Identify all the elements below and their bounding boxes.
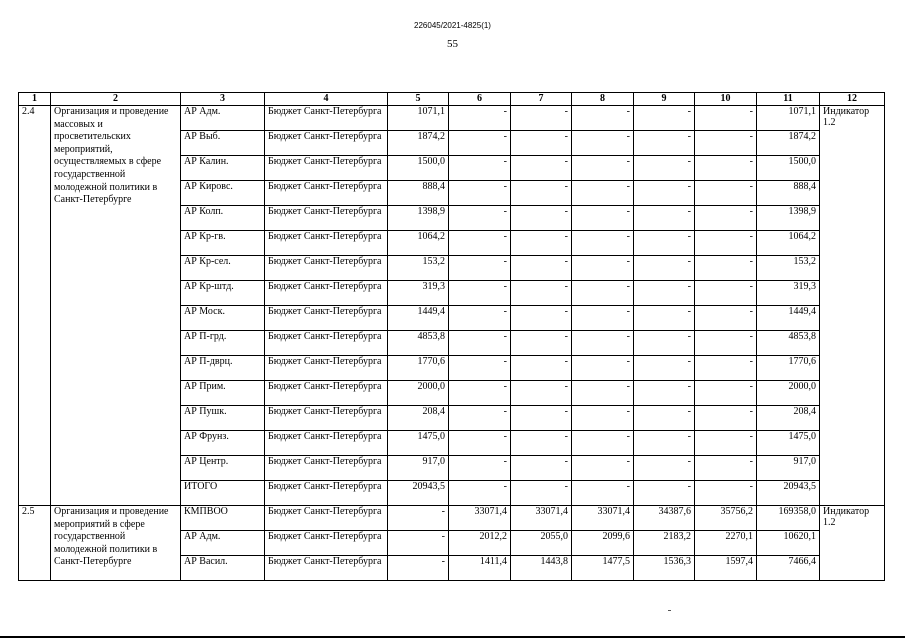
executor-cell: АР Выб.: [181, 131, 265, 156]
value-cell: -: [511, 131, 572, 156]
value-cell: 208,4: [388, 406, 449, 431]
value-cell: -: [572, 231, 634, 256]
value-cell: -: [572, 156, 634, 181]
value-cell: 208,4: [757, 406, 820, 431]
value-cell: -: [634, 381, 695, 406]
executor-cell: АР Васил.: [181, 556, 265, 581]
value-cell: 888,4: [388, 181, 449, 206]
value-cell: -: [634, 156, 695, 181]
funding-source-cell: Бюджет Санкт-Петербурга: [265, 156, 388, 181]
value-cell: -: [449, 281, 511, 306]
value-cell: -: [634, 231, 695, 256]
value-cell: -: [572, 281, 634, 306]
value-cell: 917,0: [388, 456, 449, 481]
value-cell: -: [511, 406, 572, 431]
executor-cell: АР Калин.: [181, 156, 265, 181]
executor-cell: АР П-дврц.: [181, 356, 265, 381]
section-number: 2.4: [19, 106, 51, 506]
table-row: [19, 106, 885, 131]
value-cell: -: [511, 456, 572, 481]
value-cell: -: [511, 156, 572, 181]
value-cell: -: [695, 131, 757, 156]
value-cell: 20943,5: [757, 481, 820, 506]
value-cell: 1500,0: [388, 156, 449, 181]
value-cell: -: [449, 181, 511, 206]
value-cell: -: [511, 381, 572, 406]
value-cell: 1475,0: [757, 431, 820, 456]
value-cell: 33071,4: [511, 506, 572, 531]
budget-table: [18, 92, 885, 581]
value-cell: 1411,4: [449, 556, 511, 581]
value-cell: -: [449, 106, 511, 131]
executor-cell: АР Кр-штд.: [181, 281, 265, 306]
value-cell: -: [449, 131, 511, 156]
value-cell: 4853,8: [757, 331, 820, 356]
value-cell: 1449,4: [757, 306, 820, 331]
value-cell: -: [511, 106, 572, 131]
value-cell: 1597,4: [695, 556, 757, 581]
value-cell: -: [449, 431, 511, 456]
value-cell: -: [634, 256, 695, 281]
executor-cell: АР Фрунз.: [181, 431, 265, 456]
value-cell: -: [695, 206, 757, 231]
value-cell: -: [511, 281, 572, 306]
executor-cell: АР П-грд.: [181, 331, 265, 356]
value-cell: -: [511, 431, 572, 456]
value-cell: -: [634, 206, 695, 231]
activity-name: Организация и проведение массовых и просветительских мероприятий, осуществляемых в сфере государственной молодежной политики в Санкт-Петербурге: [51, 106, 181, 506]
value-cell: 33071,4: [572, 506, 634, 531]
value-cell: -: [695, 406, 757, 431]
value-cell: 319,3: [388, 281, 449, 306]
value-cell: -: [634, 356, 695, 381]
value-cell: 35756,2: [695, 506, 757, 531]
funding-source-cell: Бюджет Санкт-Петербурга: [265, 306, 388, 331]
value-cell: -: [572, 306, 634, 331]
funding-source-cell: Бюджет Санкт-Петербурга: [265, 106, 388, 131]
value-cell: -: [634, 331, 695, 356]
value-cell: 1064,2: [757, 231, 820, 256]
executor-cell: АР Центр.: [181, 456, 265, 481]
executor-cell: АР Кировс.: [181, 181, 265, 206]
col-header: 3: [181, 93, 265, 106]
value-cell: 2055,0: [511, 531, 572, 556]
value-cell: -: [695, 281, 757, 306]
funding-source-cell: Бюджет Санкт-Петербурга: [265, 531, 388, 556]
value-cell: -: [572, 356, 634, 381]
value-cell: 1398,9: [757, 206, 820, 231]
section-number: 2.5: [19, 506, 51, 581]
value-cell: 1874,2: [757, 131, 820, 156]
value-cell: -: [695, 481, 757, 506]
header-row: [19, 93, 885, 106]
value-cell: -: [695, 306, 757, 331]
value-cell: -: [572, 206, 634, 231]
value-cell: -: [634, 181, 695, 206]
value-cell: -: [449, 456, 511, 481]
value-cell: -: [695, 256, 757, 281]
value-cell: -: [388, 556, 449, 581]
funding-source-cell: Бюджет Санкт-Петербурга: [265, 556, 388, 581]
value-cell: -: [572, 456, 634, 481]
funding-source-cell: Бюджет Санкт-Петербурга: [265, 206, 388, 231]
value-cell: -: [572, 181, 634, 206]
page-number: 55: [447, 38, 458, 50]
funding-source-cell: Бюджет Санкт-Петербурга: [265, 506, 388, 531]
value-cell: 20943,5: [388, 481, 449, 506]
value-cell: -: [572, 481, 634, 506]
indicator-cell: Индикатор 1.2: [820, 106, 885, 506]
funding-source-cell: Бюджет Санкт-Петербурга: [265, 481, 388, 506]
funding-source-cell: Бюджет Санкт-Петербурга: [265, 381, 388, 406]
value-cell: -: [449, 256, 511, 281]
col-header: 12: [820, 93, 885, 106]
col-header: 8: [572, 93, 634, 106]
value-cell: 153,2: [388, 256, 449, 281]
value-cell: 153,2: [757, 256, 820, 281]
value-cell: -: [511, 231, 572, 256]
value-cell: -: [695, 356, 757, 381]
funding-source-cell: Бюджет Санкт-Петербурга: [265, 281, 388, 306]
funding-source-cell: Бюджет Санкт-Петербурга: [265, 431, 388, 456]
funding-source-cell: Бюджет Санкт-Петербурга: [265, 456, 388, 481]
executor-cell: АР Адм.: [181, 106, 265, 131]
value-cell: -: [695, 381, 757, 406]
value-cell: -: [511, 206, 572, 231]
value-cell: -: [449, 331, 511, 356]
value-cell: -: [572, 406, 634, 431]
value-cell: -: [695, 431, 757, 456]
executor-cell: КМПВОО: [181, 506, 265, 531]
value-cell: 888,4: [757, 181, 820, 206]
value-cell: -: [634, 406, 695, 431]
executor-cell: АР Адм.: [181, 531, 265, 556]
funding-source-cell: Бюджет Санкт-Петербурга: [265, 231, 388, 256]
value-cell: 1449,4: [388, 306, 449, 331]
value-cell: 7466,4: [757, 556, 820, 581]
value-cell: -: [695, 156, 757, 181]
value-cell: -: [695, 456, 757, 481]
value-cell: -: [449, 381, 511, 406]
value-cell: -: [634, 131, 695, 156]
value-cell: -: [695, 181, 757, 206]
funding-source-cell: Бюджет Санкт-Петербурга: [265, 256, 388, 281]
value-cell: 319,3: [757, 281, 820, 306]
value-cell: -: [695, 106, 757, 131]
value-cell: 2000,0: [388, 381, 449, 406]
value-cell: -: [572, 381, 634, 406]
value-cell: -: [634, 481, 695, 506]
value-cell: -: [511, 256, 572, 281]
value-cell: 917,0: [757, 456, 820, 481]
col-header: 9: [634, 93, 695, 106]
value-cell: 1477,5: [572, 556, 634, 581]
value-cell: 10620,1: [757, 531, 820, 556]
value-cell: 2099,6: [572, 531, 634, 556]
value-cell: -: [572, 131, 634, 156]
activity-name: Организация и проведение мероприятий в сфере государственной молодежной политики в Санкт-Петербурге: [51, 506, 181, 581]
executor-cell: АР Прим.: [181, 381, 265, 406]
value-cell: 1071,1: [757, 106, 820, 131]
value-cell: -: [634, 281, 695, 306]
value-cell: 1475,0: [388, 431, 449, 456]
value-cell: 169358,0: [757, 506, 820, 531]
value-cell: 2183,2: [634, 531, 695, 556]
value-cell: -: [695, 231, 757, 256]
value-cell: -: [511, 306, 572, 331]
col-header: 1: [19, 93, 51, 106]
value-cell: -: [511, 481, 572, 506]
value-cell: 33071,4: [449, 506, 511, 531]
value-cell: 1536,3: [634, 556, 695, 581]
value-cell: 34387,6: [634, 506, 695, 531]
value-cell: 1398,9: [388, 206, 449, 231]
table-row: [19, 506, 885, 531]
value-cell: -: [388, 531, 449, 556]
value-cell: 1874,2: [388, 131, 449, 156]
funding-source-cell: Бюджет Санкт-Петербурга: [265, 131, 388, 156]
value-cell: 1500,0: [757, 156, 820, 181]
scan-speck: [668, 610, 671, 611]
value-cell: -: [634, 431, 695, 456]
value-cell: 1064,2: [388, 231, 449, 256]
executor-cell: АР Моск.: [181, 306, 265, 331]
col-header: 4: [265, 93, 388, 106]
value-cell: -: [572, 256, 634, 281]
value-cell: -: [511, 356, 572, 381]
value-cell: 1770,6: [388, 356, 449, 381]
value-cell: -: [449, 481, 511, 506]
value-cell: -: [695, 331, 757, 356]
value-cell: -: [388, 506, 449, 531]
value-cell: 1071,1: [388, 106, 449, 131]
value-cell: 2270,1: [695, 531, 757, 556]
value-cell: 1770,6: [757, 356, 820, 381]
value-cell: -: [634, 456, 695, 481]
value-cell: -: [572, 431, 634, 456]
executor-cell: АР Колп.: [181, 206, 265, 231]
executor-cell: АР Кр-сел.: [181, 256, 265, 281]
col-header: 5: [388, 93, 449, 106]
value-cell: -: [449, 156, 511, 181]
executor-cell: АР Пушк.: [181, 406, 265, 431]
funding-source-cell: Бюджет Санкт-Петербурга: [265, 356, 388, 381]
value-cell: -: [572, 331, 634, 356]
col-header: 11: [757, 93, 820, 106]
value-cell: -: [634, 306, 695, 331]
value-cell: -: [449, 306, 511, 331]
value-cell: -: [449, 406, 511, 431]
value-cell: -: [511, 331, 572, 356]
funding-source-cell: Бюджет Санкт-Петербурга: [265, 406, 388, 431]
col-header: 10: [695, 93, 757, 106]
executor-cell: ИТОГО: [181, 481, 265, 506]
value-cell: -: [449, 231, 511, 256]
col-header: 6: [449, 93, 511, 106]
col-header: 7: [511, 93, 572, 106]
value-cell: -: [449, 356, 511, 381]
value-cell: 1443,8: [511, 556, 572, 581]
funding-source-cell: Бюджет Санкт-Петербурга: [265, 181, 388, 206]
value-cell: -: [572, 106, 634, 131]
value-cell: -: [511, 181, 572, 206]
indicator-cell: Индикатор 1.2: [820, 506, 885, 581]
executor-cell: АР Кр-гв.: [181, 231, 265, 256]
value-cell: 2012,2: [449, 531, 511, 556]
value-cell: 4853,8: [388, 331, 449, 356]
page-edge-line: [0, 636, 905, 638]
value-cell: -: [634, 106, 695, 131]
value-cell: 2000,0: [757, 381, 820, 406]
funding-source-cell: Бюджет Санкт-Петербурга: [265, 331, 388, 356]
col-header: 2: [51, 93, 181, 106]
document-id: 226045/2021-4825(1): [414, 21, 491, 30]
value-cell: -: [449, 206, 511, 231]
